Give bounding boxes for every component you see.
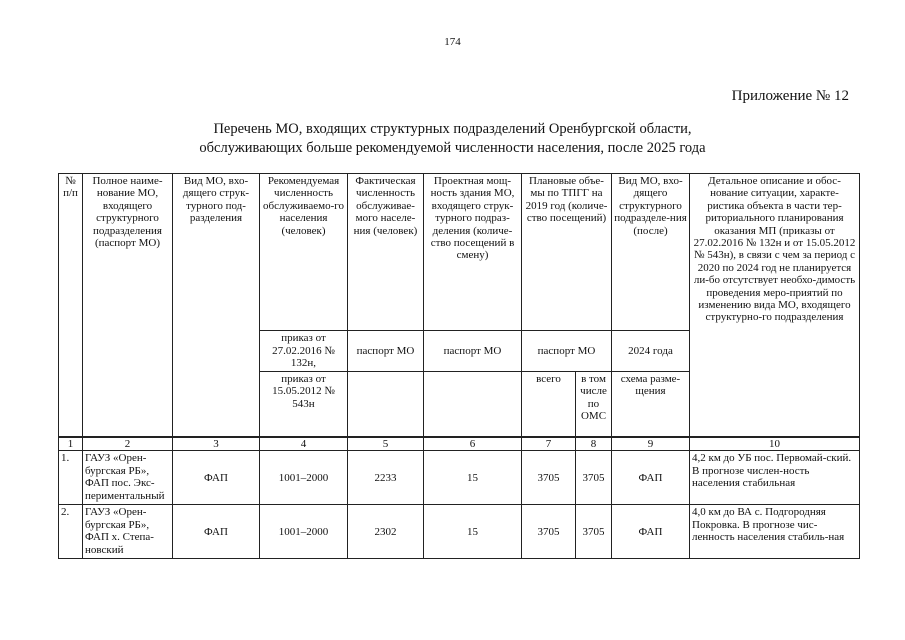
sub-recommended-source: приказ от 27.02.2016 № 132н, bbox=[260, 331, 348, 372]
table-row bbox=[59, 451, 860, 505]
sub-actual-empty bbox=[348, 372, 424, 438]
col-number: 3 bbox=[173, 437, 260, 451]
col-number: 5 bbox=[348, 437, 424, 451]
header-actual: Фактическая численность обслуживае-мого населе-ния (человек) bbox=[348, 174, 424, 331]
col-number: 10 bbox=[690, 437, 860, 451]
row-description: 4,2 км до УБ пос. Первомай-ский. В прогнозе числен-ность населения стабильная bbox=[690, 451, 860, 505]
col-number: 2 bbox=[83, 437, 173, 451]
row-capacity: 15 bbox=[424, 451, 522, 505]
row-recommended: 1001–2000 bbox=[260, 451, 348, 505]
row-type: ФАП bbox=[173, 505, 260, 559]
row-recommended: 1001–2000 bbox=[260, 505, 348, 559]
header-num: № п/п bbox=[59, 174, 83, 438]
page-number: 174 bbox=[444, 36, 461, 48]
sub-planned-source: паспорт МО bbox=[522, 331, 612, 372]
data-table bbox=[58, 173, 860, 559]
row-number: 2. bbox=[59, 505, 83, 559]
sub-planned-total: всего bbox=[522, 372, 576, 438]
row-type-after: ФАП bbox=[612, 451, 690, 505]
column-number-row bbox=[59, 437, 860, 451]
col-number: 8 bbox=[576, 437, 612, 451]
col-number: 6 bbox=[424, 437, 522, 451]
header-row bbox=[59, 174, 860, 331]
header-capacity: Проектная мощ-ность здания МО, входящего струк-турного подраз-деления (количе-ство посещений в смену) bbox=[424, 174, 522, 331]
row-type: ФАП bbox=[173, 451, 260, 505]
row-name: ГАУЗ «Орен-бургская РБ», ФАП пос. Экс-периментальный bbox=[83, 451, 173, 505]
title-line-1: Перечень МО, входящих структурных подразделений Оренбургской области, bbox=[213, 121, 692, 137]
header-planned: Плановые объе-мы по ТПГГ на 2019 год (количе-ство посещений) bbox=[522, 174, 612, 331]
col-number: 9 bbox=[612, 437, 690, 451]
sub-capacity-empty bbox=[424, 372, 522, 438]
header-recommended: Рекомендуемая численность обслуживаемо-го населения (человек) bbox=[260, 174, 348, 331]
row-name: ГАУЗ «Орен-бургская РБ», ФАП х. Степа-новский bbox=[83, 505, 173, 559]
table-row bbox=[59, 505, 860, 559]
row-description: 4,0 км до ВА с. Подгородняя Покровка. В прогнозе чис-ленность населения стабиль-ная bbox=[690, 505, 860, 559]
sub-capacity-source: паспорт МО bbox=[424, 331, 522, 372]
col-number: 4 bbox=[260, 437, 348, 451]
sub-planned-oms: в том числе по ОМС bbox=[576, 372, 612, 438]
header-type-after: Вид МО, вхо-дящего структурного подразделе-ния (после) bbox=[612, 174, 690, 331]
row-type-after: ФАП bbox=[612, 505, 690, 559]
row-actual: 2302 bbox=[348, 505, 424, 559]
row-capacity: 15 bbox=[424, 505, 522, 559]
col-number: 7 bbox=[522, 437, 576, 451]
header-type: Вид МО, вхо-дящего струк-турного под-разделения bbox=[173, 174, 260, 438]
header-name: Полное наиме-нование МО, входящего структурного подразделения (паспорт МО) bbox=[83, 174, 173, 438]
row-actual: 2233 bbox=[348, 451, 424, 505]
col-number: 1 bbox=[59, 437, 83, 451]
title-line-2: обслуживающих больше рекомендуемой численности населения, после 2025 года bbox=[199, 140, 706, 156]
row-total: 3705 bbox=[522, 451, 576, 505]
document-title bbox=[0, 120, 905, 158]
sub-actual-source: паспорт МО bbox=[348, 331, 424, 372]
row-oms: 3705 bbox=[576, 505, 612, 559]
sub-type-after-year: 2024 года bbox=[612, 331, 690, 372]
row-number: 1. bbox=[59, 451, 83, 505]
sub-type-after-scheme: схема разме-щения bbox=[612, 372, 690, 438]
header-description: Детальное описание и обос-нование ситуации, характе-ристика объекта в части тер-риториального планирования оказания МП (приказы от 27.02.2016 № 132н и от 15.05.2012 № 543н), в связи с чем за период с 2020 по 2024 год не планируется ли-бо отсутствует необхо-димость проведения меро-приятий по изменению вида МО, входящего структурно-го подразделения bbox=[690, 174, 860, 438]
appendix-label: Приложение № 12 bbox=[731, 88, 849, 104]
sub-recommended-order: приказ от 15.05.2012 № 543н bbox=[260, 372, 348, 438]
row-oms: 3705 bbox=[576, 451, 612, 505]
row-total: 3705 bbox=[522, 505, 576, 559]
